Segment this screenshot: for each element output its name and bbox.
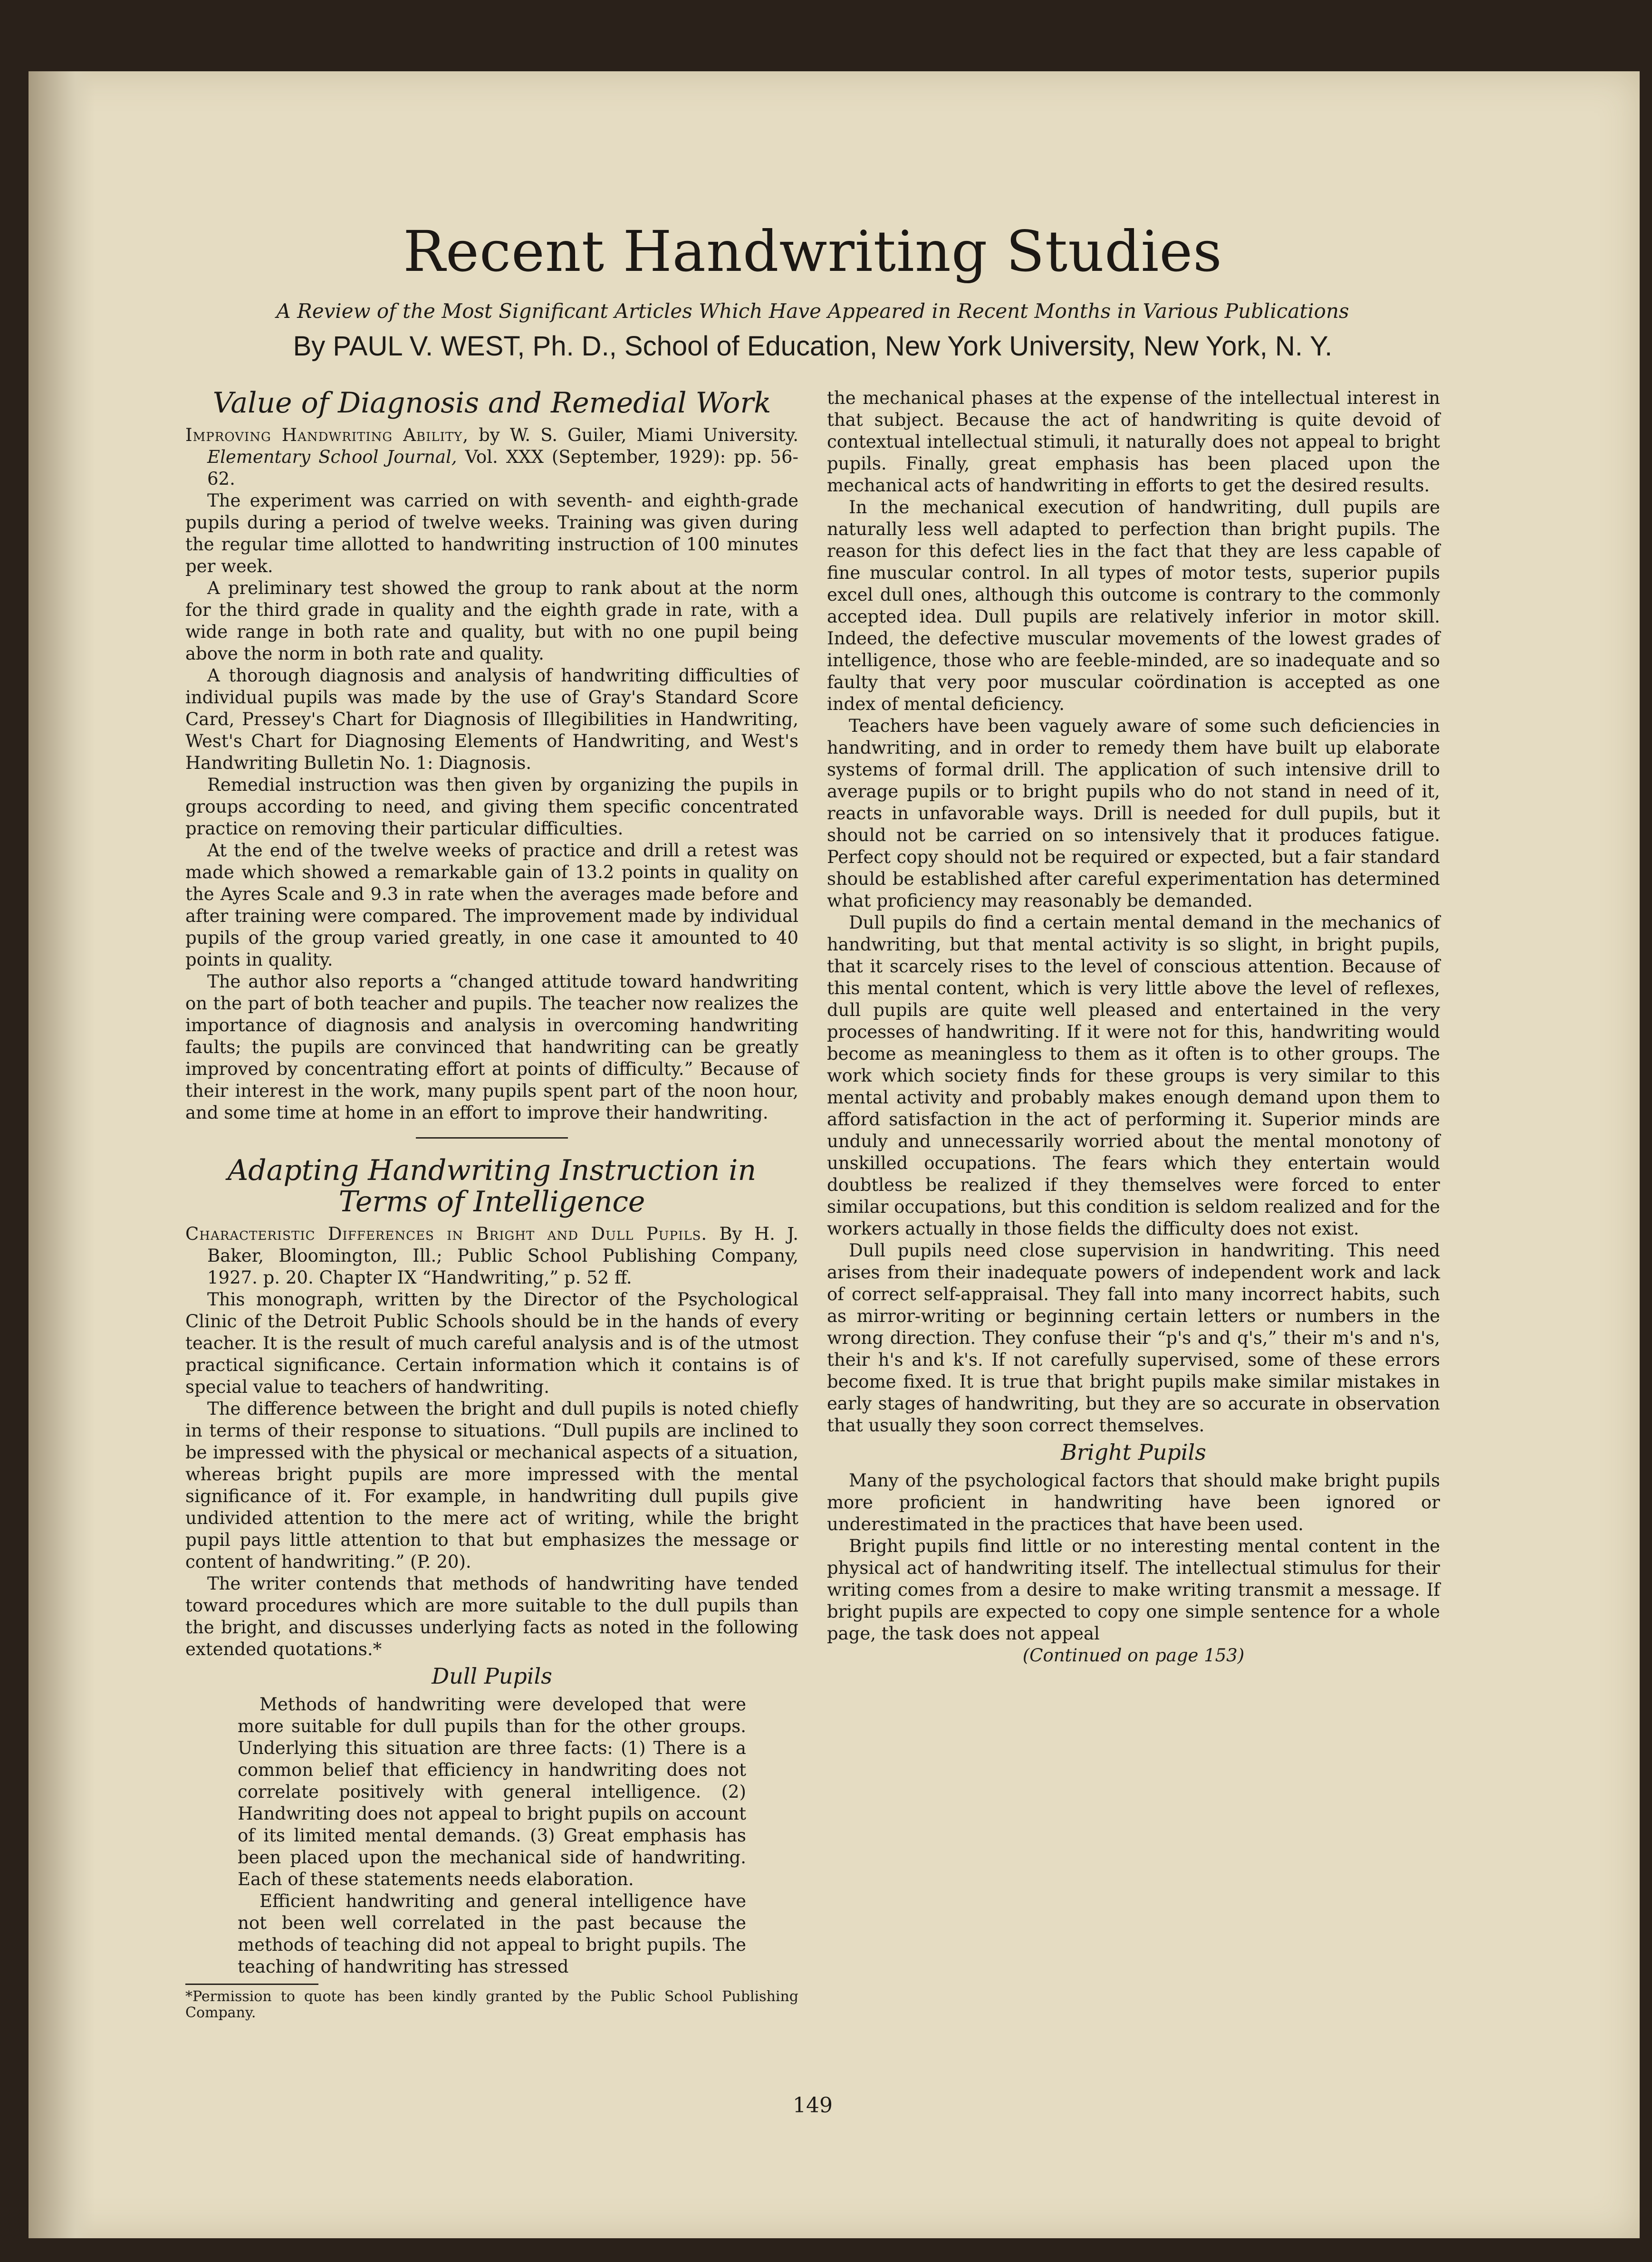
article-subtitle: A Review of the Most Significant Articles Which Have Appeared in Recent Months in Various Publications [276,299,1349,323]
footnote-rule [185,1984,318,1985]
biblio-author: by W. S. Guiler, Miami University. [469,425,798,445]
article-title: Recent Handwriting Studies [403,219,1222,284]
paragraph: In the mechanical execution of handwriting, dull pupils are naturally less well adapted to perfection than bright pupils. The reason for this defect lies in the fact that they are less capable of fine muscular control. In all types of motor tests, superior pupils excel dull ones, although this outcome is contrary to the commonly accepted idea. Dull pupils are relatively inferior in motor skill. Indeed, the defective muscular movements of the lowest grades of intelligence, those who are feeble-minded, are so inadequate and so faulty that very poor muscular coördination is accepted as one index of mental deficiency. [827,497,1440,714]
paragraph: Teachers have been vaguely aware of some such deficiencies in handwriting, and in order to remedy them have built up elaborate systems of formal drill. The application of such intensive drill to average pupils or to bright pupils who do not stand in need of it, reacts in unfavorable ways. Drill is needed for dull pupils, but it should not be carried on so intensively that it produces fatigue. Perfect copy should not be required or expected, but a fair standard should be established after careful experimentation has determined what proficiency may reasonably be demanded. [827,716,1440,911]
paragraph: The difference between the bright and dull pupils is noted chiefly in terms of their response to situations. “Dull pupils are inclined to be impressed with the physical or mechanical aspects of a situation, whereas bright pupils are more impressed with the mental significance of it. For example, in handwriting dull pupils give undivided attention to the mere act of writing, while the bright pupil pays little attention to that but emphasizes the message or content of handwriting.” (P. 20). [185,1399,798,1572]
block-quote-dull-pupils [185,1694,798,1978]
bibliography-entry-guiler [185,424,798,490]
quote-paragraph: Methods of handwriting were developed that were more suitable for dull pupils than for the other groups. Underlying this situation are three facts: (1) There is a common belief that efficiency in handwriting does not correlate positively with general intelligence. (2) Handwriting does not appeal to bright pupils on account of its limited mental demands. (3) Great emphasis has been placed upon the mechanical side of handwriting. Each of these statements needs elaboration. [238,1694,746,1889]
section-heading-diagnosis: Value of Diagnosis and Remedial Work [212,386,771,420]
subheading-dull-pupils: Dull Pupils [432,1663,552,1689]
continued-note: (Continued on page 153) [1022,1645,1245,1666]
paragraph: Many of the psychological factors that should make bright pupils more proficient in handwriting have been ignored or underestimated in the practices that have been used. [827,1470,1440,1534]
paragraph: At the end of the twelve weeks of practice and drill a retest was made which showed a remarkable gain of 13.2 points in quality on the Ayres Scale and 9.3 in rate when the averages made before and after training were compared. The improvement made by individual pupils of the group varied greatly, in one case it amounted to 40 points in quality. [185,840,798,970]
paragraph: the mechanical phases at the expense of the intellectual interest in that subject. Because the act of handwriting is quite devoid of contextual intellectual stimuli, it naturally does not appeal to bright pupils. Finally, great emphasis has been placed upon the mechanical acts of handwriting in efforts to get the desired results. [827,388,1440,496]
biblio-title: Improving Handwriting Ability, [185,425,469,445]
section-divider [416,1137,568,1139]
page [29,71,1640,2238]
paragraph: Remedial instruction was then given by organizing the pupils in groups according to need, and giving them specific concentrated practice on removing their particular difficulties. [185,775,798,839]
quote-paragraph: Efficient handwriting and general intelligence have not been well correlated in the past because the methods of teaching did not appeal to bright pupils. The teaching of handwriting has stressed [238,1891,746,1977]
biblio-volume: Vol. XXX (September, 1929): pp. 56-62. [207,447,799,489]
paragraph: The author also reports a “changed attitude toward handwriting on the part of both teacher and pupils. The teacher now realizes the importance of diagnosis and analysis in overcoming handwriting faults; the pupils are convinced that handwriting can be greatly improved by concentrating effort at points of difficulty.” Because of their interest in the work, many pupils spent part of the noon hour, and some time at home in an effort to improve their handwriting. [185,971,798,1123]
paragraph: A preliminary test showed the group to rank about at the norm for the third grade in quality and the eighth grade in rate, with a wide range in both rate and quality, but with no one pupil being above the norm in both rate and quality. [185,578,798,664]
footnote: *Permission to quote has been kindly granted by the Public School Publishing Company. [185,1988,798,2021]
paragraph: This monograph, written by the Director of the Psychological Clinic of the Detroit Public Schools should be in the hands of every teacher. It is the result of much careful analysis and is of the utmost practical significance. Certain information which it contains is of special value to teachers of handwriting. [185,1289,798,1397]
paragraph: Dull pupils need close supervision in handwriting. This need arises from their inadequate powers of independent work and lack of correct self-appraisal. They fall into many incorrect habits, such as mirror-writing or beginning certain letters or numbers in the wrong direction. They confuse their “p's and q's,” their m's and n's, their h's and k's. If not carefully supervised, some of these errors become fixed. It is true that bright pupils make similar mistakes in early stages of handwriting, but they are so accurate in observation that usually they soon correct themselves. [827,1240,1440,1436]
paragraph: A thorough diagnosis and analysis of handwriting difficulties of individual pupils was made by the use of Gray's Standard Score Card, Pressey's Chart for Diagnosis of Illegibilities in Handwriting, West's Chart for Diagnosing Elements of Handwriting, and West's Handwriting Bulletin No. 1: Diagnosis. [185,665,798,773]
paragraph: Dull pupils do find a certain mental demand in the mechanics of handwriting, but that mental activity is so slight, in bright pupils, that it scarcely rises to the level of conscious attention. Because of this mental content, which is very little above the level of reflexes, dull pupils are quite well pleased and entertained in the very processes of handwriting. If it were not for this, handwriting would become as meaningless to them as it often is to other groups. The work which society finds for these groups is very similar to this mental activity and probably makes enough demand upon them to afford satisfaction in the act of performing it. Superior minds are unduly and unnecessarily worried about the mental monotony of unskilled occupations. The fears which they entertain would doubtless be realized if they themselves were forced to enter similar occupations, but this condition is seldom realized and for the workers actually in those fields the difficulty does not exist. [827,912,1440,1239]
left-column [185,387,798,2021]
article-byline: By PAUL V. WEST, Ph. D., School of Education, New York University, New York, N. Y. [293,331,1333,362]
right-column [827,387,1440,1667]
paragraph: The experiment was carried on with seventh- and eighth-grade pupils during a period of twelve weeks. Training was given during the regular time allotted to handwriting instruction of 100 minutes per week. [185,490,798,576]
page-gutter-shadow [29,71,95,2238]
page-number: 149 [793,2093,833,2118]
subheading-bright-pupils: Bright Pupils [1061,1439,1206,1465]
paragraph: Bright pupils find little or no interesting mental content in the physical act of handwriting itself. The intellectual stimulus for their writing comes from a desire to make writing transmit a message. If bright pupils are expected to copy one simple sentence for a whole page, the task does not appeal [827,1536,1440,1644]
section-heading-intelligence: Adapting Handwriting Instruction in Terms of Intelligence [227,1154,757,1218]
biblio-title: Characteristic Differences in Bright and Dull Pupils. [185,1224,708,1244]
bibliography-entry-baker [185,1223,798,1289]
biblio-journal: Elementary School Journal, [207,447,457,467]
biblio-publisher: By H. J. Baker, Bloomington, Ill.; Public School Publishing Company, 1927. p. 20. Chapter IX “Handwriting,” p. 52 ff. [207,1224,798,1288]
paragraph: The writer contends that methods of handwriting have tended toward procedures which are more suitable to the dull pupils than the bright, and discusses underlying facts as noted in the following extended quotations.* [185,1573,798,1659]
